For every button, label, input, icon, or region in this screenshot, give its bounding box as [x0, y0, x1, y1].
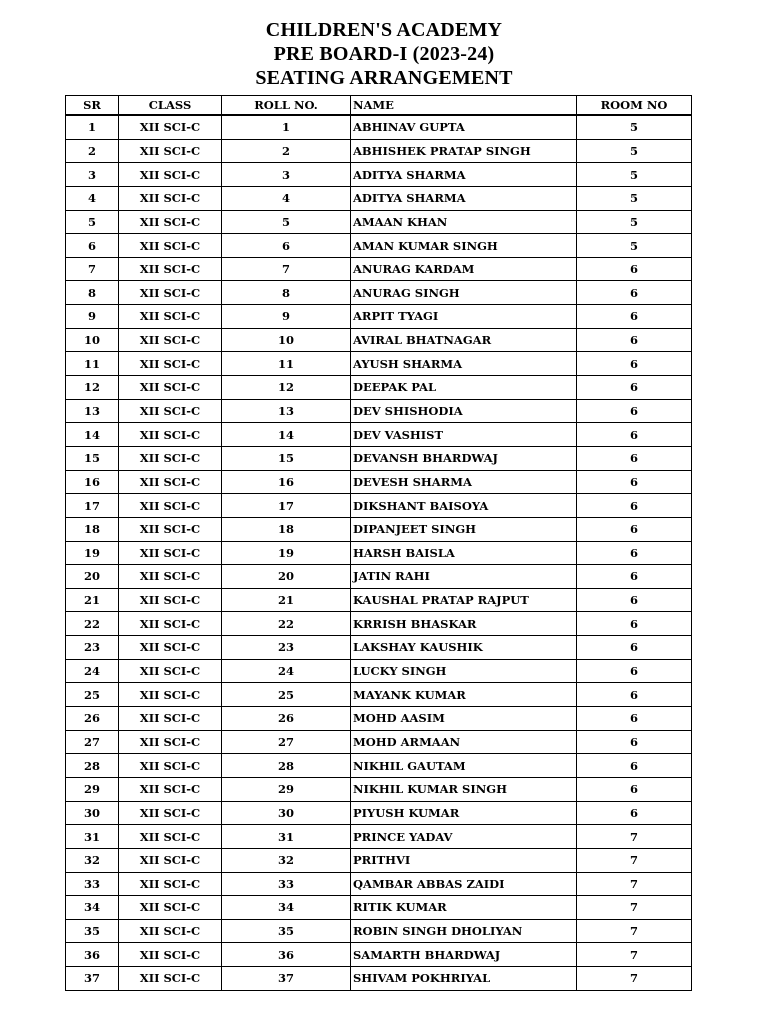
cell-roll-no: 17: [222, 494, 351, 518]
cell-name: NIKHIL KUMAR SINGH: [351, 777, 577, 801]
table-row: [66, 399, 692, 423]
cell-room-no: 6: [577, 257, 692, 281]
cell-roll-no: 5: [222, 210, 351, 234]
cell-roll-no: 36: [222, 943, 351, 967]
cell-class: XII SCI-C: [119, 967, 222, 991]
cell-name: ROBIN SINGH DHOLIYAN: [351, 919, 577, 943]
cell-name: PRINCE YADAV: [351, 825, 577, 849]
cell-class: XII SCI-C: [119, 517, 222, 541]
cell-roll-no: 13: [222, 399, 351, 423]
table-row: [66, 896, 692, 920]
table-row: [66, 115, 692, 139]
cell-class: XII SCI-C: [119, 707, 222, 731]
cell-class: XII SCI-C: [119, 494, 222, 518]
cell-room-no: 6: [577, 707, 692, 731]
cell-name: KAUSHAL PRATAP RAJPUT: [351, 588, 577, 612]
cell-room-no: 7: [577, 967, 692, 991]
table-row: [66, 730, 692, 754]
cell-roll-no: 27: [222, 730, 351, 754]
cell-class: XII SCI-C: [119, 210, 222, 234]
cell-class: XII SCI-C: [119, 919, 222, 943]
cell-sr: 15: [66, 446, 119, 470]
cell-roll-no: 10: [222, 328, 351, 352]
table-row: [66, 848, 692, 872]
header-row: [66, 96, 692, 116]
cell-roll-no: 26: [222, 707, 351, 731]
column-header-class: CLASS: [119, 96, 222, 116]
cell-sr: 33: [66, 872, 119, 896]
cell-roll-no: 18: [222, 517, 351, 541]
table-row: [66, 919, 692, 943]
cell-class: XII SCI-C: [119, 754, 222, 778]
cell-sr: 11: [66, 352, 119, 376]
table-row: [66, 636, 692, 660]
cell-name: PIYUSH KUMAR: [351, 801, 577, 825]
cell-room-no: 6: [577, 517, 692, 541]
cell-room-no: 7: [577, 896, 692, 920]
cell-class: XII SCI-C: [119, 257, 222, 281]
cell-name: RITIK KUMAR: [351, 896, 577, 920]
table-row: [66, 281, 692, 305]
cell-name: DIKSHANT BAISOYA: [351, 494, 577, 518]
cell-room-no: 6: [577, 777, 692, 801]
cell-sr: 35: [66, 919, 119, 943]
cell-sr: 20: [66, 565, 119, 589]
cell-name: DEV SHISHODIA: [351, 399, 577, 423]
cell-sr: 17: [66, 494, 119, 518]
cell-room-no: 6: [577, 328, 692, 352]
table-row: [66, 446, 692, 470]
cell-room-no: 6: [577, 754, 692, 778]
cell-room-no: 5: [577, 115, 692, 139]
cell-name: ARPIT TYAGI: [351, 305, 577, 329]
cell-class: XII SCI-C: [119, 565, 222, 589]
cell-roll-no: 25: [222, 683, 351, 707]
cell-sr: 3: [66, 163, 119, 187]
table-row: [66, 376, 692, 400]
cell-sr: 6: [66, 234, 119, 258]
cell-sr: 22: [66, 612, 119, 636]
cell-class: XII SCI-C: [119, 943, 222, 967]
cell-class: XII SCI-C: [119, 801, 222, 825]
cell-sr: 26: [66, 707, 119, 731]
cell-roll-no: 28: [222, 754, 351, 778]
cell-roll-no: 12: [222, 376, 351, 400]
cell-name: ADITYA SHARMA: [351, 186, 577, 210]
cell-sr: 36: [66, 943, 119, 967]
column-header-name: NAME: [351, 96, 577, 116]
cell-name: AMAN KUMAR SINGH: [351, 234, 577, 258]
column-header-room-no: ROOM NO: [577, 96, 692, 116]
cell-class: XII SCI-C: [119, 730, 222, 754]
document-header: [0, 18, 768, 90]
cell-room-no: 6: [577, 683, 692, 707]
cell-sr: 9: [66, 305, 119, 329]
cell-sr: 16: [66, 470, 119, 494]
cell-roll-no: 8: [222, 281, 351, 305]
cell-roll-no: 16: [222, 470, 351, 494]
column-header-roll-no: ROLL NO.: [222, 96, 351, 116]
cell-roll-no: 37: [222, 967, 351, 991]
exam-name: PRE BOARD-I (2023-24): [273, 43, 495, 65]
cell-sr: 13: [66, 399, 119, 423]
cell-room-no: 7: [577, 872, 692, 896]
cell-name: DEV VASHIST: [351, 423, 577, 447]
cell-roll-no: 35: [222, 919, 351, 943]
table-row: [66, 588, 692, 612]
cell-name: DEEPAK PAL: [351, 376, 577, 400]
cell-class: XII SCI-C: [119, 470, 222, 494]
cell-sr: 23: [66, 636, 119, 660]
cell-roll-no: 33: [222, 872, 351, 896]
cell-sr: 5: [66, 210, 119, 234]
cell-name: DEVESH SHARMA: [351, 470, 577, 494]
cell-name: ABHINAV GUPTA: [351, 115, 577, 139]
cell-sr: 2: [66, 139, 119, 163]
cell-class: XII SCI-C: [119, 446, 222, 470]
cell-class: XII SCI-C: [119, 541, 222, 565]
cell-sr: 24: [66, 659, 119, 683]
cell-roll-no: 30: [222, 801, 351, 825]
cell-roll-no: 15: [222, 446, 351, 470]
document-title: SEATING ARRANGEMENT: [255, 67, 513, 89]
cell-name: NIKHIL GAUTAM: [351, 754, 577, 778]
cell-roll-no: 21: [222, 588, 351, 612]
cell-name: AMAAN KHAN: [351, 210, 577, 234]
table-row: [66, 707, 692, 731]
cell-sr: 30: [66, 801, 119, 825]
cell-sr: 29: [66, 777, 119, 801]
cell-class: XII SCI-C: [119, 825, 222, 849]
school-name: CHILDREN'S ACADEMY: [265, 19, 503, 41]
cell-class: XII SCI-C: [119, 423, 222, 447]
cell-sr: 32: [66, 848, 119, 872]
table-row: [66, 872, 692, 896]
cell-room-no: 6: [577, 470, 692, 494]
cell-name: DEVANSH BHARDWAJ: [351, 446, 577, 470]
table-row: [66, 328, 692, 352]
cell-room-no: 6: [577, 494, 692, 518]
cell-roll-no: 32: [222, 848, 351, 872]
cell-name: DIPANJEET SINGH: [351, 517, 577, 541]
cell-class: XII SCI-C: [119, 352, 222, 376]
cell-room-no: 6: [577, 352, 692, 376]
cell-class: XII SCI-C: [119, 683, 222, 707]
cell-sr: 7: [66, 257, 119, 281]
cell-roll-no: 2: [222, 139, 351, 163]
cell-room-no: 6: [577, 423, 692, 447]
cell-room-no: 6: [577, 565, 692, 589]
cell-class: XII SCI-C: [119, 376, 222, 400]
table-row: [66, 234, 692, 258]
cell-class: XII SCI-C: [119, 305, 222, 329]
cell-class: XII SCI-C: [119, 139, 222, 163]
cell-room-no: 6: [577, 636, 692, 660]
table-row: [66, 659, 692, 683]
cell-name: LAKSHAY KAUSHIK: [351, 636, 577, 660]
cell-sr: 25: [66, 683, 119, 707]
cell-room-no: 6: [577, 305, 692, 329]
cell-room-no: 7: [577, 943, 692, 967]
table-row: [66, 612, 692, 636]
cell-room-no: 6: [577, 730, 692, 754]
cell-roll-no: 3: [222, 163, 351, 187]
table-row: [66, 777, 692, 801]
cell-sr: 10: [66, 328, 119, 352]
cell-sr: 28: [66, 754, 119, 778]
cell-roll-no: 1: [222, 115, 351, 139]
cell-sr: 37: [66, 967, 119, 991]
cell-class: XII SCI-C: [119, 328, 222, 352]
cell-roll-no: 9: [222, 305, 351, 329]
table-row: [66, 210, 692, 234]
cell-room-no: 5: [577, 139, 692, 163]
cell-roll-no: 34: [222, 896, 351, 920]
cell-class: XII SCI-C: [119, 115, 222, 139]
cell-room-no: 7: [577, 825, 692, 849]
cell-name: PRITHVI: [351, 848, 577, 872]
cell-name: JATIN RAHI: [351, 565, 577, 589]
cell-roll-no: 14: [222, 423, 351, 447]
cell-class: XII SCI-C: [119, 612, 222, 636]
cell-roll-no: 6: [222, 234, 351, 258]
table-row: [66, 423, 692, 447]
cell-class: XII SCI-C: [119, 588, 222, 612]
cell-room-no: 5: [577, 163, 692, 187]
cell-name: QAMBAR ABBAS ZAIDI: [351, 872, 577, 896]
cell-name: ABHISHEK PRATAP SINGH: [351, 139, 577, 163]
cell-room-no: 6: [577, 801, 692, 825]
cell-sr: 1: [66, 115, 119, 139]
cell-room-no: 6: [577, 446, 692, 470]
cell-sr: 19: [66, 541, 119, 565]
cell-class: XII SCI-C: [119, 234, 222, 258]
cell-class: XII SCI-C: [119, 163, 222, 187]
table-row: [66, 541, 692, 565]
cell-name: MOHD ARMAAN: [351, 730, 577, 754]
table-row: [66, 683, 692, 707]
cell-class: XII SCI-C: [119, 659, 222, 683]
cell-name: AYUSH SHARMA: [351, 352, 577, 376]
table-row: [66, 565, 692, 589]
cell-class: XII SCI-C: [119, 872, 222, 896]
table-row: [66, 305, 692, 329]
cell-room-no: 6: [577, 281, 692, 305]
cell-name: SHIVAM POKHRIYAL: [351, 967, 577, 991]
table-row: [66, 186, 692, 210]
cell-roll-no: 20: [222, 565, 351, 589]
table-row: [66, 470, 692, 494]
cell-class: XII SCI-C: [119, 399, 222, 423]
table-row: [66, 257, 692, 281]
cell-name: HARSH BAISLA: [351, 541, 577, 565]
table-row: [66, 801, 692, 825]
cell-sr: 14: [66, 423, 119, 447]
cell-sr: 8: [66, 281, 119, 305]
cell-roll-no: 22: [222, 612, 351, 636]
cell-roll-no: 29: [222, 777, 351, 801]
cell-sr: 12: [66, 376, 119, 400]
cell-room-no: 5: [577, 234, 692, 258]
table-row: [66, 943, 692, 967]
table-row: [66, 163, 692, 187]
cell-room-no: 7: [577, 848, 692, 872]
table-header: [66, 96, 692, 116]
cell-room-no: 6: [577, 588, 692, 612]
cell-room-no: 7: [577, 919, 692, 943]
table-row: [66, 754, 692, 778]
cell-room-no: 6: [577, 541, 692, 565]
cell-name: KRRISH BHASKAR: [351, 612, 577, 636]
cell-class: XII SCI-C: [119, 848, 222, 872]
cell-room-no: 6: [577, 399, 692, 423]
cell-name: ANURAG SINGH: [351, 281, 577, 305]
cell-roll-no: 4: [222, 186, 351, 210]
cell-class: XII SCI-C: [119, 896, 222, 920]
cell-roll-no: 24: [222, 659, 351, 683]
cell-room-no: 6: [577, 612, 692, 636]
cell-room-no: 5: [577, 210, 692, 234]
cell-name: MAYANK KUMAR: [351, 683, 577, 707]
cell-class: XII SCI-C: [119, 636, 222, 660]
table-row: [66, 517, 692, 541]
cell-sr: 31: [66, 825, 119, 849]
cell-roll-no: 23: [222, 636, 351, 660]
cell-roll-no: 7: [222, 257, 351, 281]
cell-roll-no: 11: [222, 352, 351, 376]
cell-sr: 27: [66, 730, 119, 754]
cell-room-no: 6: [577, 376, 692, 400]
table-body: [66, 115, 692, 990]
table-row: [66, 139, 692, 163]
cell-name: AVIRAL BHATNAGAR: [351, 328, 577, 352]
cell-name: ADITYA SHARMA: [351, 163, 577, 187]
cell-class: XII SCI-C: [119, 777, 222, 801]
table-row: [66, 352, 692, 376]
cell-room-no: 5: [577, 186, 692, 210]
cell-sr: 34: [66, 896, 119, 920]
cell-name: ANURAG KARDAM: [351, 257, 577, 281]
cell-sr: 4: [66, 186, 119, 210]
cell-sr: 21: [66, 588, 119, 612]
cell-sr: 18: [66, 517, 119, 541]
cell-roll-no: 31: [222, 825, 351, 849]
cell-class: XII SCI-C: [119, 186, 222, 210]
column-header-sr: SR: [66, 96, 119, 116]
cell-roll-no: 19: [222, 541, 351, 565]
cell-name: MOHD AASIM: [351, 707, 577, 731]
cell-class: XII SCI-C: [119, 281, 222, 305]
seating-table: [65, 95, 692, 991]
table-row: [66, 494, 692, 518]
cell-room-no: 6: [577, 659, 692, 683]
table-row: [66, 967, 692, 991]
cell-name: LUCKY SINGH: [351, 659, 577, 683]
table-row: [66, 825, 692, 849]
cell-name: SAMARTH BHARDWAJ: [351, 943, 577, 967]
